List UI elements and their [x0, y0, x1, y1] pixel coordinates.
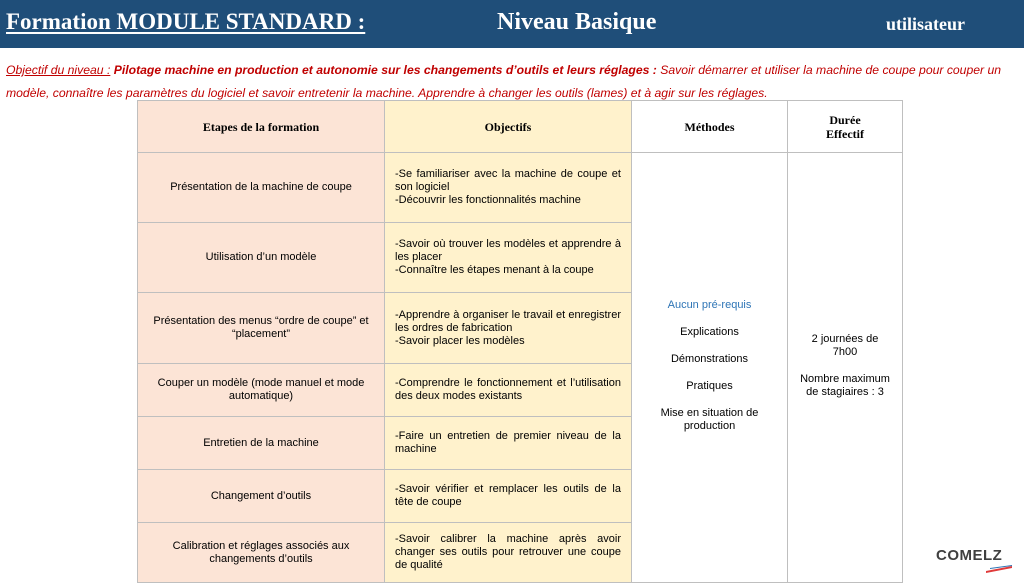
method-item: Mise en situation de production: [660, 407, 759, 432]
method-item: Pratiques: [686, 380, 733, 392]
objective-text: Savoir démarrer et utiliser la machine de coupe pour couper un modèle, connaître les paramètres du logiciel et savoir entretenir la machine. Apprendre à changer les outils (lames) et à agir sur les réglages.: [6, 63, 1002, 100]
logo-text: COMELZ: [936, 547, 1003, 564]
objective-cell: -Apprendre à organiser le travail et enregistrer les ordres de fabrication -Savoir placer les modèles: [385, 293, 632, 364]
header-methods: Méthodes: [632, 101, 788, 153]
step-cell: Utilisation d’un modèle: [138, 223, 385, 293]
training-table: [137, 100, 903, 583]
objective-cell: -Se familiariser avec la machine de coupe et son logiciel -Découvrir les fonctionnalités machine: [385, 153, 632, 223]
methods-cell: [632, 153, 788, 583]
objective-label: Objectif du niveau :: [6, 63, 111, 77]
step-cell: Calibration et réglages associés aux changements d’outils: [138, 523, 385, 583]
header-duration-line1: Durée: [829, 112, 861, 127]
objective-paragraph: [6, 59, 1016, 105]
header-duration-line2: Effectif: [826, 126, 864, 141]
level-title: Niveau Basique: [497, 9, 657, 35]
audience-label: utilisateur: [886, 14, 965, 34]
method-item: Explications: [680, 326, 739, 338]
max-trainees: Nombre maximum de stagiaires : 3: [800, 373, 890, 398]
step-cell: Changement d’outils: [138, 470, 385, 523]
comelz-logo: [936, 547, 1016, 577]
header-objectives: Objectifs: [385, 101, 632, 153]
method-item: Démonstrations: [670, 353, 749, 365]
header-steps: Etapes de la formation: [138, 101, 385, 153]
prerequisite-text: Aucun pré-requis: [667, 299, 752, 311]
objective-summary: Pilotage machine en production et autonomie sur les changements d’outils et leurs réglages :: [113, 63, 657, 77]
header-duration: [788, 101, 903, 153]
objective-cell: -Faire un entretien de premier niveau de la machine: [385, 417, 632, 470]
page-title: Formation MODULE STANDARD :: [6, 9, 366, 34]
logo-swoosh-icon: [986, 565, 1012, 573]
title-banner: [0, 0, 1024, 48]
step-cell: Présentation des menus “ordre de coupe” et “placement”: [138, 293, 385, 364]
table-row: [138, 153, 903, 223]
duration-days: 2 journées de 7h00: [811, 333, 879, 358]
duration-cell: [788, 153, 903, 583]
step-cell: Présentation de la machine de coupe: [138, 153, 385, 223]
objective-cell: -Savoir où trouver les modèles et apprendre à les placer -Connaître les étapes menant à la coupe: [385, 223, 632, 293]
objective-cell: -Savoir vérifier et remplacer les outils de la tête de coupe: [385, 470, 632, 523]
step-cell: Couper un modèle (mode manuel et mode automatique): [138, 364, 385, 417]
step-cell: Entretien de la machine: [138, 417, 385, 470]
objective-cell: -Savoir calibrer la machine après avoir changer ses outils pour retrouver une coupe de qualité: [385, 523, 632, 583]
objective-cell: -Comprendre le fonctionnement et l’utilisation des deux modes existants: [385, 364, 632, 417]
